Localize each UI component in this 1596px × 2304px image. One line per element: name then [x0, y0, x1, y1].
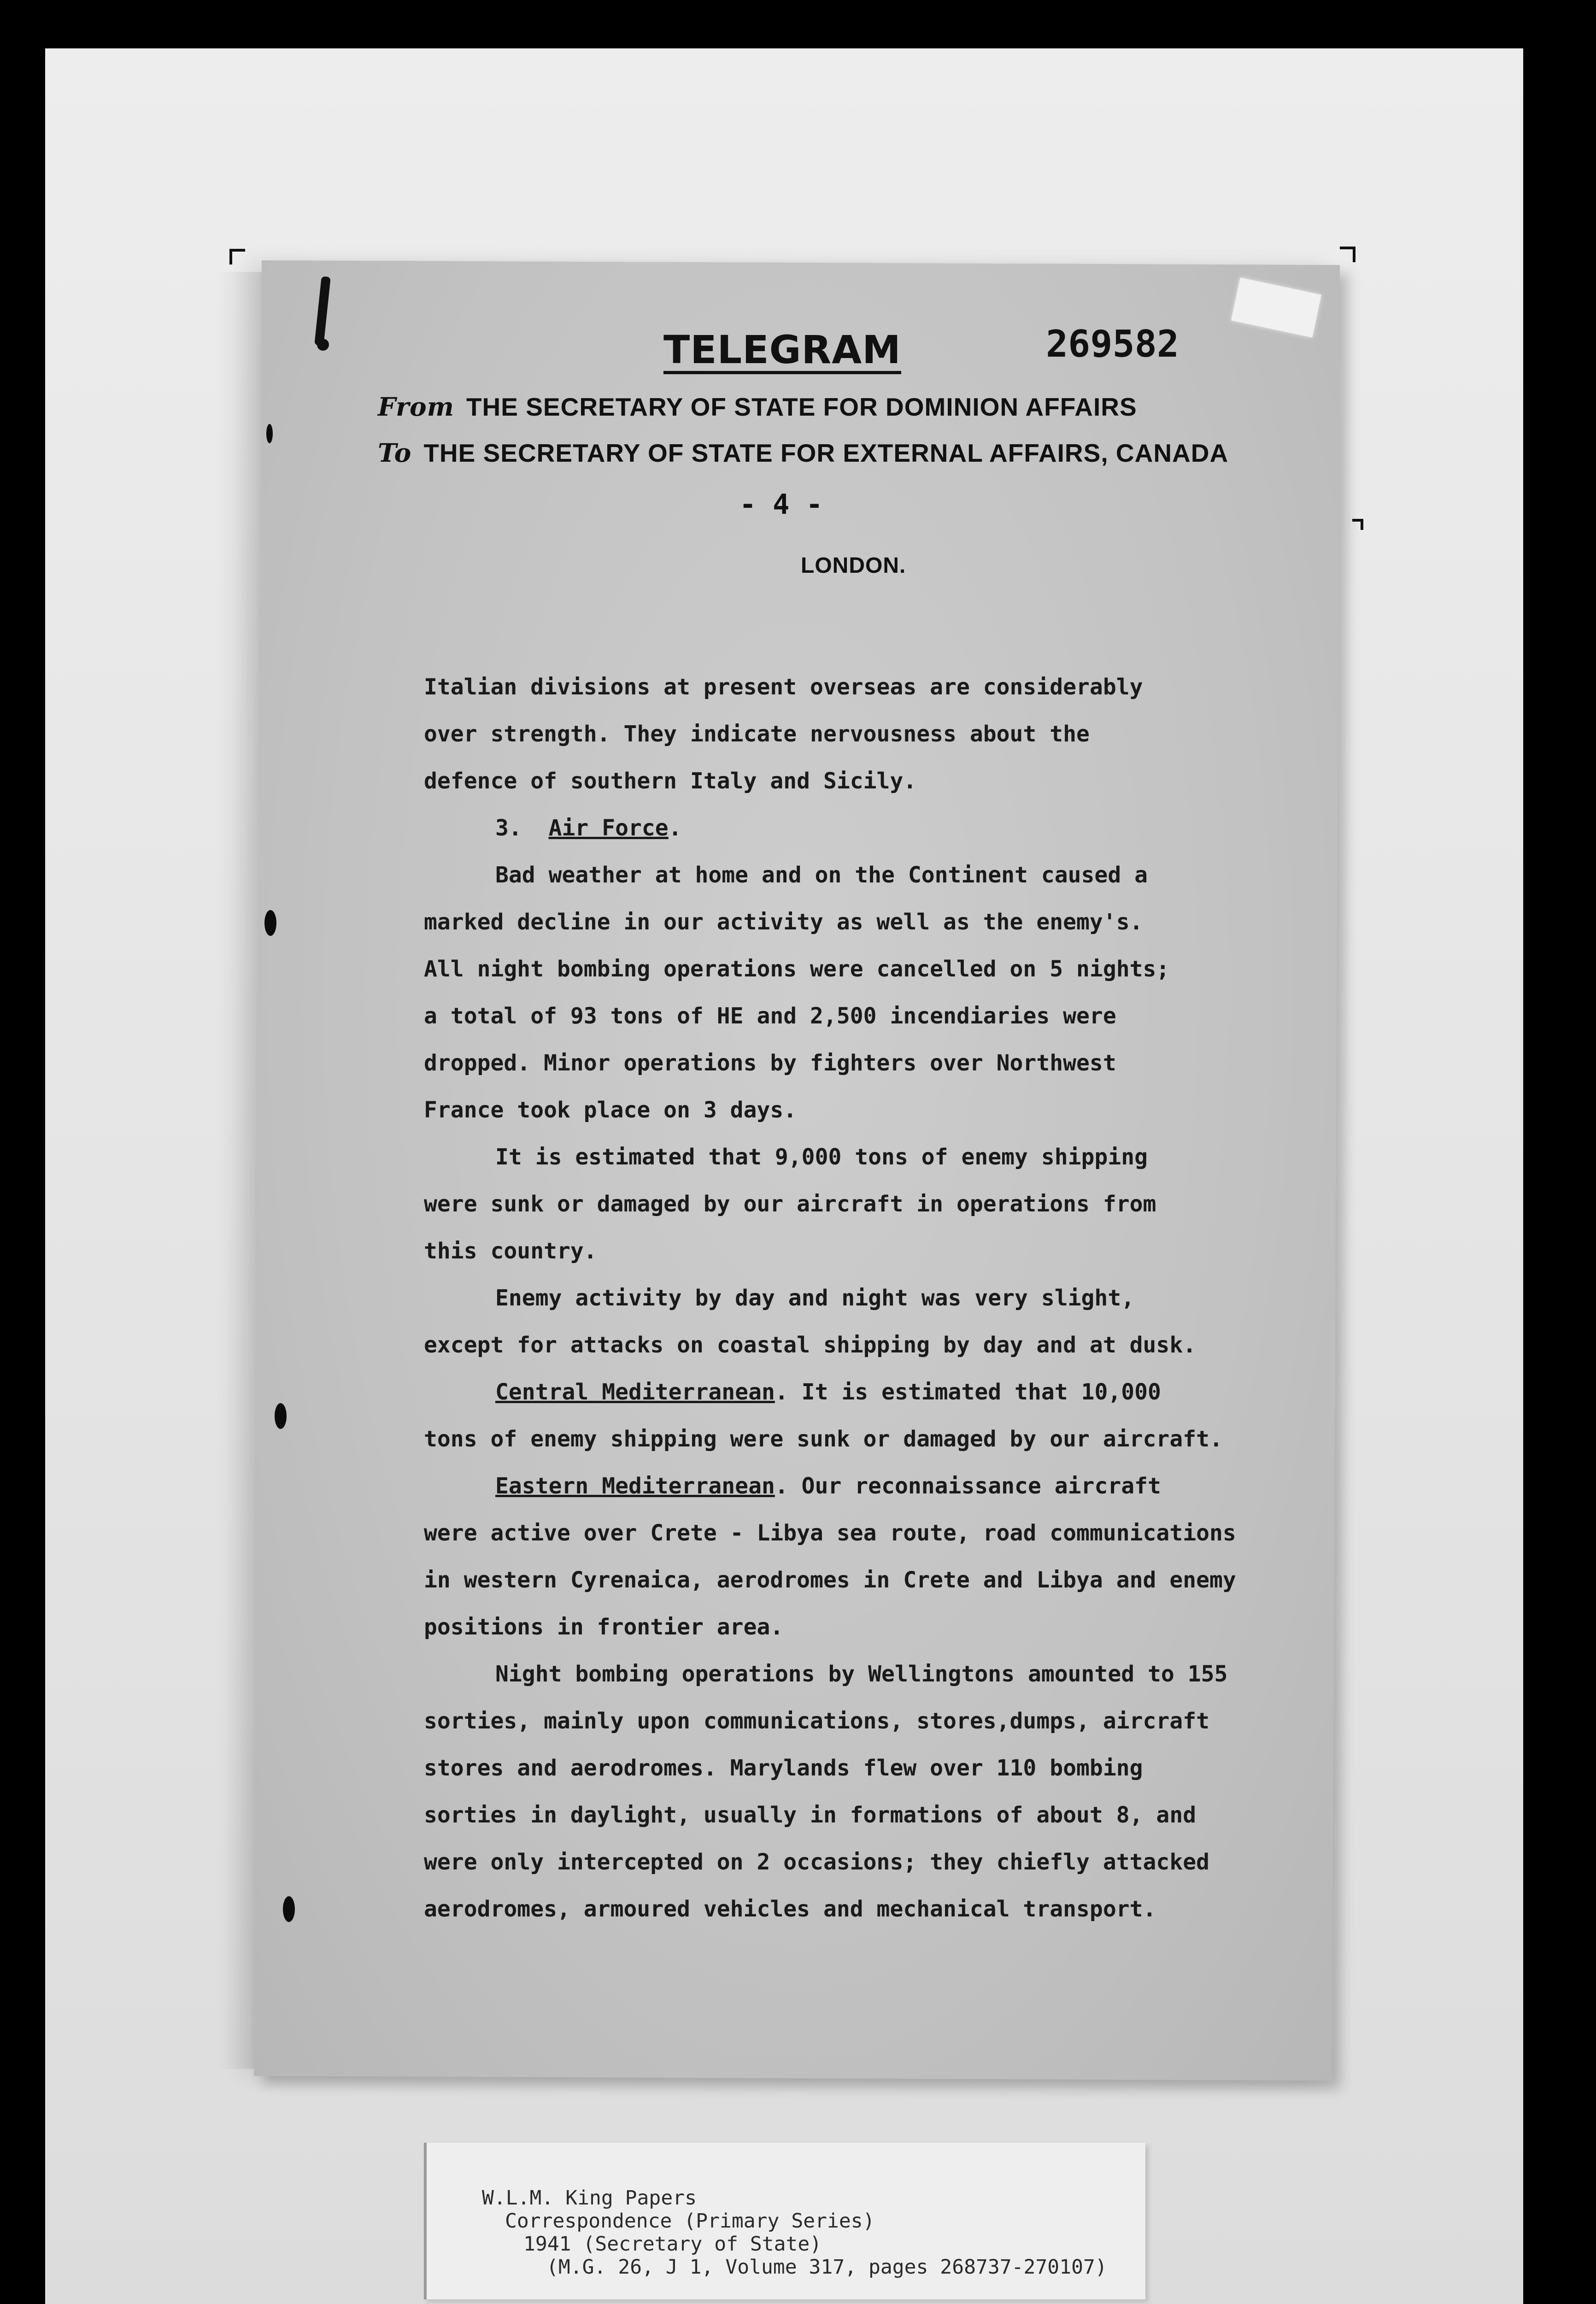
text-span: . Our reconnaissance aircraft: [775, 1473, 1161, 1499]
to-value: THE SECRETARY OF STATE FOR EXTERNAL AFFAIRS, CANADA: [423, 439, 1229, 467]
text-line: tons of enemy shipping were sunk or damaged by our aircraft.: [424, 1426, 1223, 1452]
text-line: except for attacks on coastal shipping by day and at dusk.: [424, 1332, 1197, 1358]
text-line: Night bombing operations by Wellingtons amounted to 155: [495, 1661, 1228, 1687]
page-number: - 4 -: [739, 488, 823, 521]
corner-mark-top-right: [1340, 247, 1355, 262]
label-line: Correspondence (Primary Series): [505, 2210, 875, 2233]
text-line: Enemy activity by day and night was very slight,: [495, 1285, 1135, 1311]
text-line: Bad weather at home and on the Continent caused a: [495, 862, 1148, 888]
text-line: sorties in daylight, usually in formations of about 8, and: [424, 1802, 1197, 1828]
text-line: sorties, mainly upon communications, stores,dumps, aircraft: [424, 1708, 1210, 1734]
telegram-title: TELEGRAM: [663, 329, 901, 374]
location: LONDON.: [801, 553, 906, 578]
to-line: [378, 438, 1228, 468]
text-line: All night bombing operations were cancelled on 5 nights;: [424, 956, 1170, 982]
ink-dot: [317, 339, 329, 351]
document-number: 269582: [1046, 323, 1179, 365]
text-line: [424, 1369, 1299, 1416]
corner-mark-top-left: [229, 249, 245, 264]
section-title: Air Force: [548, 815, 669, 841]
telegram-body: [424, 664, 1299, 1933]
from-line: [378, 392, 1137, 422]
text-line: stores and aerodromes. Marylands flew over 110 bombing: [424, 1755, 1143, 1781]
section-number: 3.: [495, 815, 522, 841]
text-line: dropped. Minor operations by fighters over Northwest: [424, 1050, 1116, 1076]
to-label: To: [378, 438, 412, 468]
punch-hole: [264, 910, 276, 936]
punch-hole-mark: [266, 424, 273, 443]
label-line: 1941 (Secretary of State): [523, 2233, 822, 2256]
section-heading: [424, 805, 1299, 852]
from-value: THE SECRETARY OF STATE FOR DOMINION AFFAIRS: [466, 393, 1137, 421]
corner-mark-right: [1352, 519, 1363, 530]
text-line: Italian divisions at present overseas are considerably: [424, 674, 1143, 700]
collection-label: [424, 2143, 1145, 2299]
text-line: were sunk or damaged by our aircraft in operations from: [424, 1191, 1156, 1217]
punch-hole: [275, 1403, 287, 1429]
text-line: were active over Crete - Libya sea route, road communications: [424, 1520, 1236, 1546]
subheading-eastern-med: Eastern Mediterranean: [495, 1473, 775, 1499]
text-line: marked decline in our activity as well as the enemy's.: [424, 909, 1143, 935]
text-line: positions in frontier area.: [424, 1614, 784, 1640]
text-line: a total of 93 tons of HE and 2,500 incendiaries were: [424, 1003, 1116, 1029]
text-span: . It is estimated that 10,000: [775, 1379, 1161, 1405]
text-line: France took place on 3 days.: [424, 1097, 797, 1123]
text-line: aerodromes, armoured vehicles and mechanical transport.: [424, 1896, 1156, 1922]
section-title-end: .: [668, 815, 682, 841]
label-line: (M.G. 26, J 1, Volume 317, pages 268737-270107): [546, 2256, 1107, 2279]
text-line: over strength. They indicate nervousness about the: [424, 721, 1090, 747]
text-line: this country.: [424, 1238, 597, 1264]
punch-hole: [283, 1896, 295, 1922]
label-line: W.L.M. King Papers: [482, 2186, 697, 2210]
subheading-central-med: Central Mediterranean: [495, 1379, 775, 1405]
text-line: in western Cyrenaica, aerodromes in Crete and Libya and enemy: [424, 1567, 1236, 1593]
from-label: From: [378, 392, 454, 422]
text-line: [424, 1463, 1299, 1510]
text-line: defence of southern Italy and Sicily.: [424, 768, 917, 794]
text-line: It is estimated that 9,000 tons of enemy shipping: [495, 1144, 1148, 1170]
text-line: were only intercepted on 2 occasions; they chiefly attacked: [424, 1849, 1210, 1875]
